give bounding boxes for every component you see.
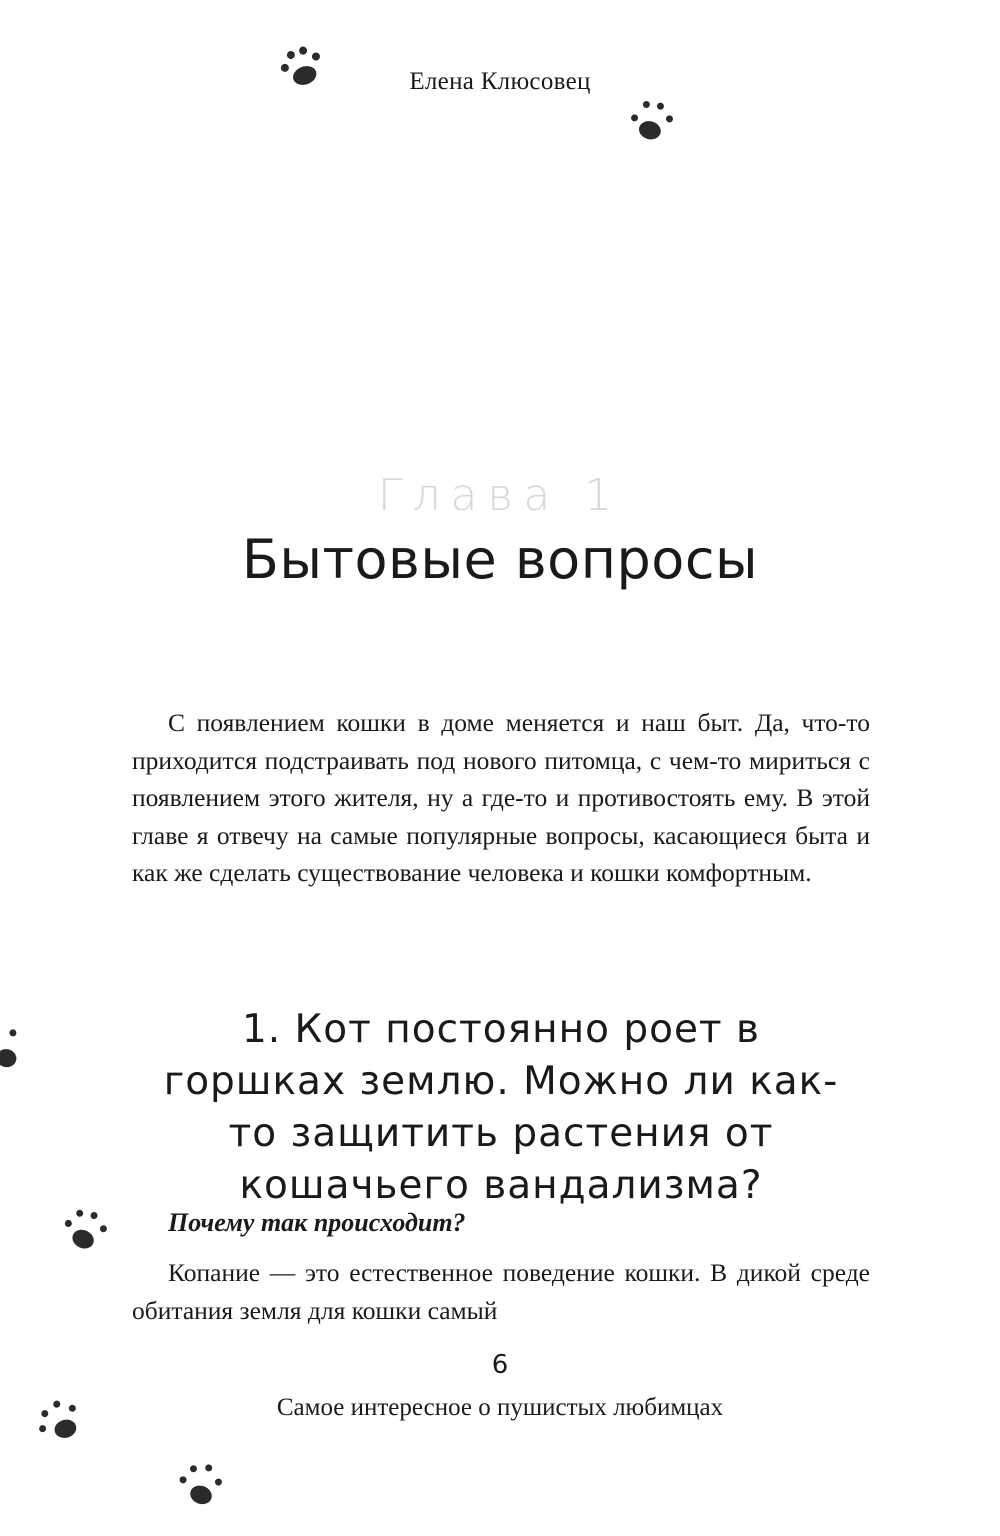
chapter-label: Глава 1	[377, 470, 623, 521]
running-header-author: Елена Клюсовец	[409, 68, 591, 95]
body-paragraph: Копание — это естественное поведение кошки. В дикой среде обитания земля для кошки самый	[132, 1258, 870, 1325]
running-footer-book-title: Самое интересное о пушистых любимцах	[276, 1394, 724, 1421]
paw-print-icon	[162, 1448, 239, 1525]
paw-print-icon	[0, 1015, 53, 1085]
paw-print-icon	[613, 85, 686, 158]
page-number: 6	[491, 1350, 509, 1380]
chapter-title: Бытовые вопросы	[241, 528, 759, 591]
paw-print-icon	[42, 1192, 122, 1272]
section-subheading: Почему так происходит?	[168, 1208, 466, 1237]
intro-paragraph: С появлением кошки в доме меняется и наш быт. Да, что-то приходится подстраивать под нового питомца, с чем-то мириться с появлением этого жителя, ну а где-то и противостоять ему. В этой главе я отвечу на самые популярные вопросы, касающиеся быта и как же сделать существование человека и кошки комфортным.	[132, 708, 870, 887]
section-question-heading: 1. Кот постоянно роет в горшках землю. Можно ли как-то защитить растения от кошачьего вандализма?	[163, 1007, 839, 1208]
